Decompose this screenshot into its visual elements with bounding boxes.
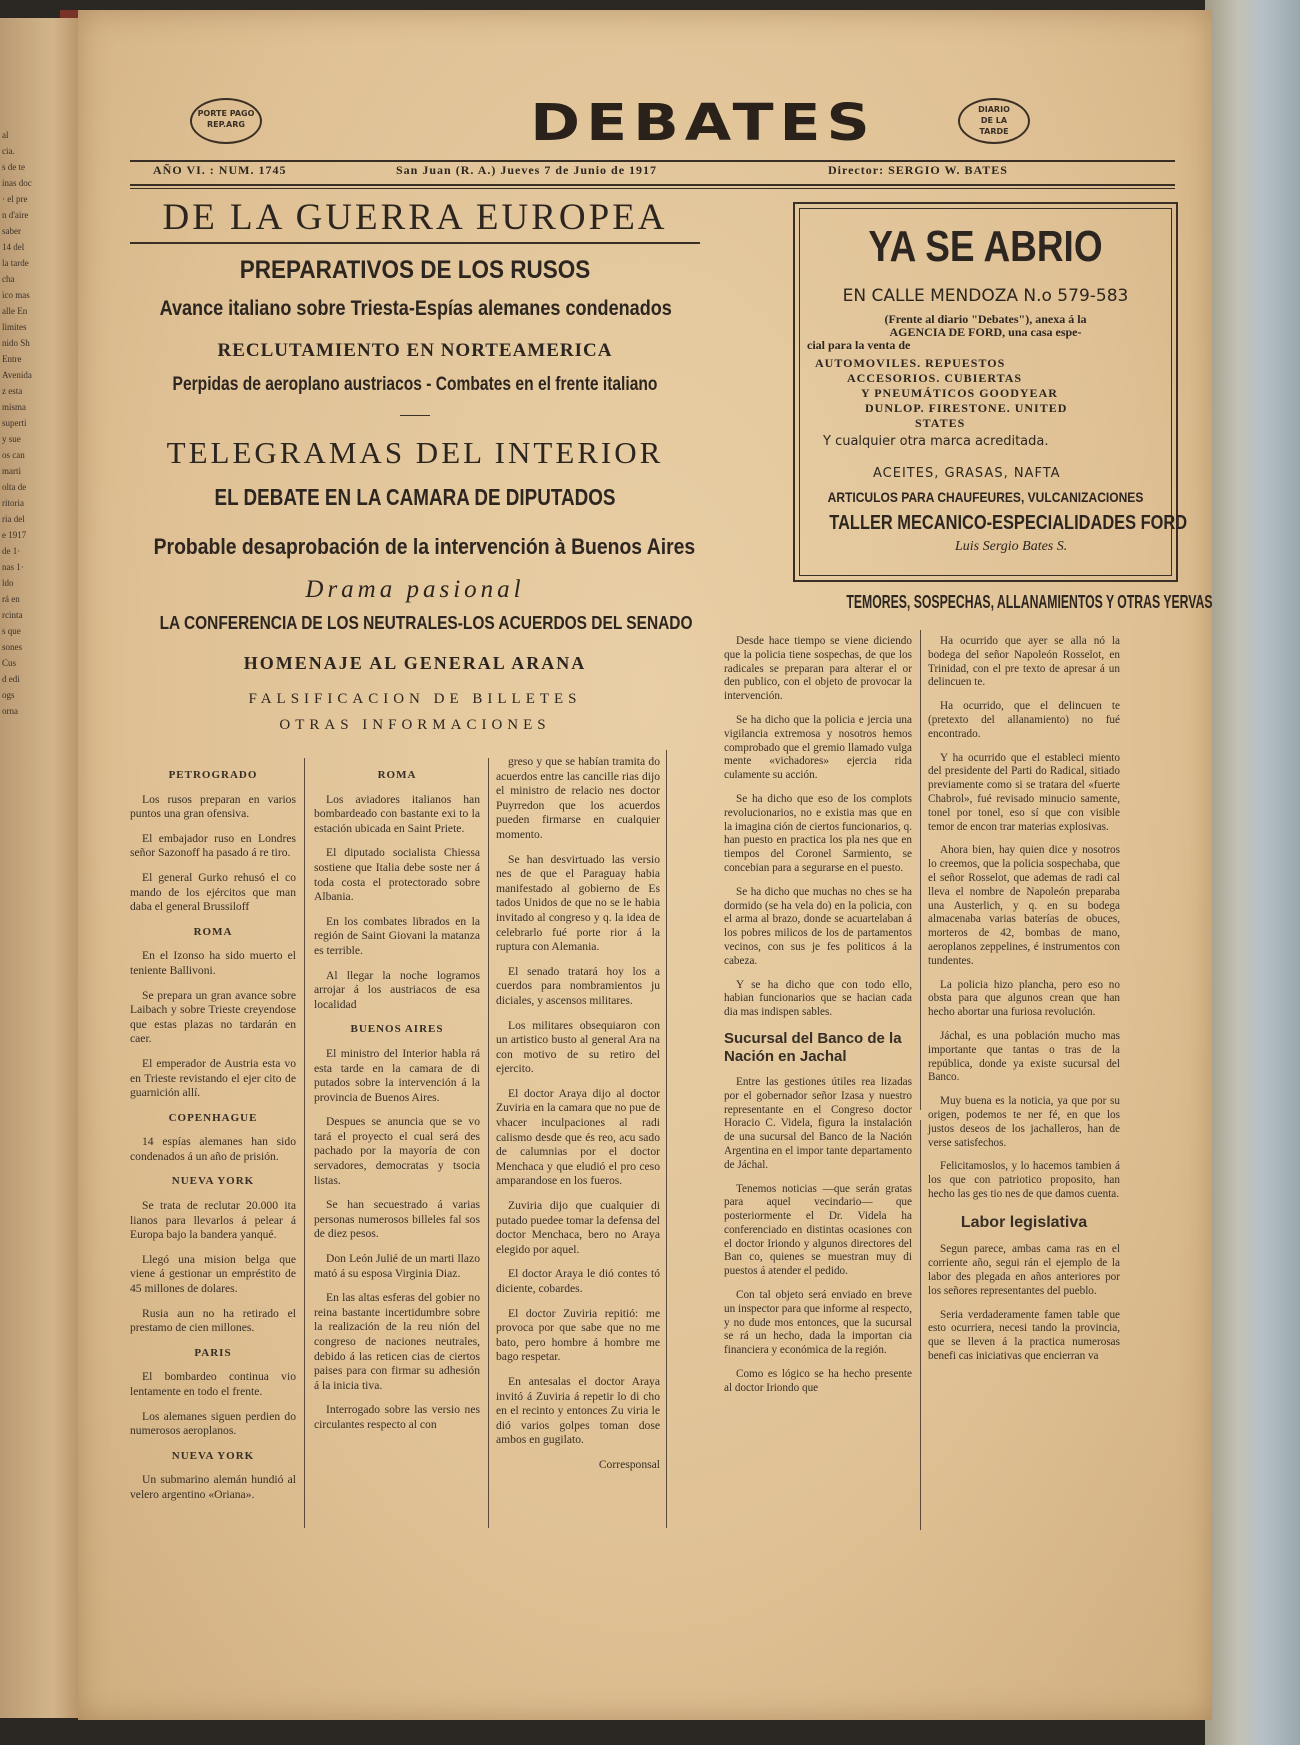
left-page-fragment: n d'aire — [2, 210, 29, 220]
headline-labor-legislativa: Labor legislativa — [960, 1213, 1088, 1231]
left-page-fragment: olta de — [2, 482, 27, 492]
headline-otras-informaciones: OTRAS INFORMACIONES — [279, 717, 551, 733]
place-date: San Juan (R. A.) Jueves 7 de Junio de 1917 — [396, 163, 658, 177]
left-page-fragment: ria del — [2, 514, 25, 524]
headline-sucursal-banco: Sucursal del Banco de la Nación en Jachal — [724, 1029, 902, 1065]
left-page-fragment: alle En — [2, 306, 28, 316]
left-page-fragment: Entre — [2, 354, 22, 364]
left-page-fragment: orna — [2, 706, 18, 716]
column-4: Desde hace tiempo se viene diciendo que la policia tiene sospechas, de que los radicales se preparan para alterar el or den publico, con el objeto de provocar la intervención. Se ha dicho que la policia e jercia una vigilancia extremosa y nosotros hemos comprobado que el gremio llamado vulga mente «vichadores» ejercia rida culamente su acción. Se ha dicho que eso de los complots revolucionarios, no e existia mas que en la imagina ción de ciertos funcionarios, q. han puesto en practica los pla nes que en tiempos del Coronel Sarmiento, se concebian para a segurarse en el puesto. Se ha dicho que muchas no ches se ha dormido (se ha vela do) en la policia, con el arma al brazo, donde se acuartelaban á los pobres milicos de los de partamentos vecinos, con sus je fes politicos á la cabeza. Y se ha dicho que con todo ello, habian funcionarios que se hacian cada dia mas indispen sables. Sucursal del Banco de la Nación en Jachal Entre las gestiones útiles rea lizadas por el gobernador señor Izasa y nuestro representante en el Congreso doctor Horacio C. Videla, figura la instalación de una sucursal del Banco de la Nación Argentina en el impor tante departamento de Jáchal. Tenemos noticias —que serán gratas para aquel vecindario— que posteriormente el Dr. Videla ha conferenciado en distintas ocasiones con el doctor Iriondo y algunos directores del Ban co, quienes se muestran muy di puestos á atender el pedido. Con tal objeto será enviado en breve un inspector para que informe al respecto, y no dude mos entonces, que la sucursal se rá un hecho, dada la importan cia financiera y económica de la región. Como es lógico se ha hecho presente al doctor Iriondo que — [724, 635, 912, 1394]
advert-signature: Luis Sergio Bates S. — [955, 539, 1068, 554]
left-page-fragment: ico mas — [2, 290, 30, 300]
issue-number: AÑO VI. : NUM. 1745 — [153, 163, 287, 177]
left-page-fragment: superti — [2, 418, 27, 428]
left-page-fragment: d edi — [2, 674, 20, 684]
seal-diario-tarde: DIARIO DE LA TARDE — [958, 98, 1030, 144]
headline-preparativos: PREPARATIVOS DE LOS RUSOS — [239, 256, 591, 284]
left-page-fragment: ogs — [2, 690, 15, 700]
headline-guerra-europea: DE LA GUERRA EUROPEA — [162, 197, 668, 238]
left-page-fragment: misma — [2, 402, 26, 412]
left-page-fragment: ritoria — [2, 498, 24, 508]
headline-conferencia-neutrales: LA CONFERENCIA DE LOS NEUTRALES-LOS ACUERDOS DEL SENADO — [159, 613, 693, 633]
left-page-fragment: limites — [2, 322, 27, 332]
left-page-fragment: Cus — [2, 658, 17, 668]
left-page-fragment: os can — [2, 450, 25, 460]
headline-homenaje-arana: HOMENAJE AL GENERAL ARANA — [243, 653, 587, 673]
advert-title: YA SE ABRIO — [868, 222, 1103, 271]
advert-box: YA SE ABRIO EN CALLE MENDOZA N.o 579-583 (Frente al diario "Debates"), anexa á la AGENCIA DE FORD, una casa espe- cial para la venta de AUTOMOVILES. REPUESTOS ACCESORIOS. CUBIERTAS Y PNEUMÁTICOS GOODYEAR DUNLOP. FIRESTONE. UNITED STATES Y cualquier otra marca acreditada. ACEITES, GRASAS, NAFTA ARTICULOS PARA CHAUFEURES, VULCANIZACIONES TALLER MECANICO-ESPECIALIDADES FORD Luis Sergio Bates S. — [793, 202, 1178, 582]
left-page-fragment: ldo — [2, 578, 16, 588]
left-page-fragment: z esta — [2, 386, 23, 396]
left-page-fragment: e 1917 — [2, 530, 27, 540]
headline-drama-pasional: Drama pasional — [305, 576, 525, 603]
left-page-fragment: rá en — [2, 594, 20, 604]
left-page-fragment: Avenida — [2, 370, 32, 380]
headline-telegramas: TELEGRAMAS DEL INTERIOR — [166, 435, 664, 470]
left-page-edge — [0, 18, 88, 1718]
newspaper-page — [78, 10, 1212, 1720]
left-page-fragment: y sue — [2, 434, 21, 444]
left-page-fragment: nido Sh — [2, 338, 30, 348]
headline-temores: TEMORES, SOSPECHAS, ALLANAMIENTOS Y OTRAS YERVAS — [846, 592, 1213, 612]
left-page-fragment: · el pre — [2, 194, 28, 204]
headline-reclutamiento: RECLUTAMIENTO EN NORTEAMERICA — [217, 340, 613, 361]
advert-address: EN CALLE MENDOZA N.o 579-583 — [842, 286, 1129, 306]
left-page-fragment: saber — [2, 226, 21, 236]
left-page-fragment: marti — [2, 466, 21, 476]
column-5: Ha ocurrido que ayer se alla nó la bodega del señor Napoleón Rosselot, en Trinidad, con el pre texto de apresar á un delincuen te. Ha ocurrido, que el delincuen te (pretexto del allanamiento) no fué encontrado. Y ha ocurrido que el estableci miento del presidente del Parti do Radical, sitiado previamente como si se tratara del «fuerte Chabrol», fué revisado minucio samente, tonel por tonel, eso sí que con visible temor de encon trar materias explosivas. Ahora bien, hay quien dice y nosotros lo creemos, que la policia sospechaba, que el señor Rosselot, que ademas de radi cal lleva el nombre de Napoleón preparaba una Austerlich, y q. en su bodega almacenaba varias baterías de obuces, morteros de 42, bombas de mano, aeroplanos zeppelines, é instrumentos con tundentes. La policia hizo plancha, pero eso no obsta para que algunos crean que han hecho abortar una furiosa revolución. Jáchal, es una población mucho mas importante que tantas o tras de la república, donde ya existe sucursal del Banco. Muy buena es la noticia, ya que por su origen, podemos te ner fé, en que los justos deseos de los jachalleros, han de verse satisfechos. Felicitamoslos, y lo hacemos tambien á los que con patriotico proposito, han hecho las ges tio nes de que damos cuenta. Labor legislativa Segun parece, ambas cama ras en el corriente año, segui rán el ejemplo de la labor des plegada en años anteriores por los señores representantes del pueblo. Seria verdaderamente famen table que esto ocurriera, necesi tando la provincia, que se lleven á la practica numerosas benefi cas iniciativas que encierran va — [928, 635, 1120, 1363]
left-page-fragment: cia. — [2, 146, 15, 156]
masthead-title: DEBATES — [530, 93, 876, 153]
left-page-fragment: rcinta — [2, 610, 23, 620]
left-page-fragment: s que — [2, 626, 21, 636]
headline-falsificacion: FALSIFICACION DE BILLETES — [248, 691, 582, 707]
column-1: PETROGRADO Los rusos preparan en varios puntos una gran ofensiva. El embajador ruso en Londres señor Sazonoff ha pasado á re tiro. El general Gurko rehusó el co mando de los ejércitos que man daba el general Brussiloff ROMA En el Izonso ha sido muerto el teniente Ballivoni. Se prepara un gran avance sobre Laibach y sobre Trieste creyendose que estas plazas no tardarán en caer. El emperador de Austria esta vo en Trieste revistando el ejer cito de guarnición allí. COPENHAGUE 14 espías alemanes han sido condenados á un año de prisión. NUEVA YORK Se trata de reclutar 20.000 ita lianos para llevarlos á pelear á Europa bajo la bandera yanqué. Llegó una mision belga que viene á gestionar un empréstito de 45 millones de dolares. Rusia aun no ha retirado el prestamo de cien millones. PARIS El bombardeo continua vio lentamente en todo el frente. Los alemanes siguen perdien do numerosos aeroplanos. NUEVA YORK Un submarino alemán hundió al velero argentino «Oriana». — [130, 769, 296, 1501]
headline-desaprobacion: Probable desaprobación de la intervención à Buenos Aires — [153, 534, 696, 559]
left-page-fragment: la tarde — [2, 258, 29, 268]
director-line: Director: SERGIO W. BATES — [828, 163, 1008, 177]
left-page-fragment: s de te — [2, 162, 25, 172]
headline-avance-italiano: Avance italiano sobre Triesta-Espías alemanes condenados — [159, 297, 672, 320]
seal-porte-pago: PORTE PAGO REP.ARG — [190, 98, 262, 144]
right-page-edge — [1205, 0, 1300, 1745]
left-page-fragment: de 1· — [2, 546, 21, 556]
headline-debate-camara: EL DEBATE EN LA CAMARA DE DIPUTADOS — [214, 484, 616, 510]
column-2: ROMA Los aviadores italianos han bombardeado con bastante exi to la estación ubicada en Saint Priete. El diputado socialista Chiessa sostiene que Italia debe soste ner á toda costa el protectorado sobre Albania. En los combates librados en la región de Saint Giovani la matanza es terrible. Al llegar la noche logramos arrojar á los austriacos de esa localidad BUENOS AIRES El ministro del Interior habla rá esta tarde en la camara de di putados sobre la intervención á la provincia de Buenos Aires. Despues se anuncia que se vo tará el proyecto el cual será des pachado por la mayoría de con servadores, democratas y tsocia listas. Se han secuestrado á varias personas numerosos billeles fal sos de diez pesos. Don León Julié de un marti llazo mató á su esposa Virginia Diaz. En las altas esferas del gobier no reina bastante incertidumbre sobre la realización de la reu nión del congreso de naciones neutrales, debido á las reticen cias de ciertos paises para con firmar su adhesión á la inicia tiva. Interrogado sobre las versio nes circulantes respecto al con — [314, 769, 480, 1431]
left-page-fragment: al — [2, 130, 9, 140]
left-page-fragment: 14 del — [2, 242, 25, 252]
headline-perdidas-aeroplano: Perpidas de aeroplano austriacos - Combates en el frente italiano — [172, 374, 658, 395]
left-page-fragment: inas doc — [2, 178, 32, 188]
column-3: greso y que se habían tramita do acuerdos entre las cancille rias dijo el ministro de relacio nes doctor Puyrredon que los acuerdos pueden firmarse en cualquier momento. Se han desvirtuado las versio nes de que el Paraguay habia manifestado al gobierno de Es tados Unidos de que no se le habia invitado al congreso y q. la idea de celebrarlo fué porte rior á la ruptura con Alemania. El senado tratará hoy los a cuerdos para nombramientos ju diciales, y ascensos militares. Los militares obsequiaron con un artistico busto al general Ara na con motivo de su retiro del ejercito. El doctor Araya dijo al doctor Zuviria en la camara que no pue de vhacer inculpaciones al radi calismo desde que és reo, acu sado de calumnias por el doctor Menchaca y que eludió el pro ceso amparandose en los fueros. Zuviria dijo que cualquier di putado puedee tomar la defensa del doctor Menchaca, bero no Araya elegido por aquel. El doctor Araya le dió contes tó diciente, cobardes. El doctor Zuviria repitió: me provoca por que sabe que no me bato, pero hombre á hombre me bago respetar. En antesalas el doctor Araya invitó á Zuviria á repetir lo di cho en el recinto y entonces Zu viria le dió varios golpes toman dose ambos en gugilato. Corresponsal — [496, 755, 660, 1471]
left-page-fragment: sones — [2, 642, 22, 652]
left-page-fragment: nas 1· — [2, 562, 24, 572]
left-page-fragment: cha — [2, 274, 15, 284]
